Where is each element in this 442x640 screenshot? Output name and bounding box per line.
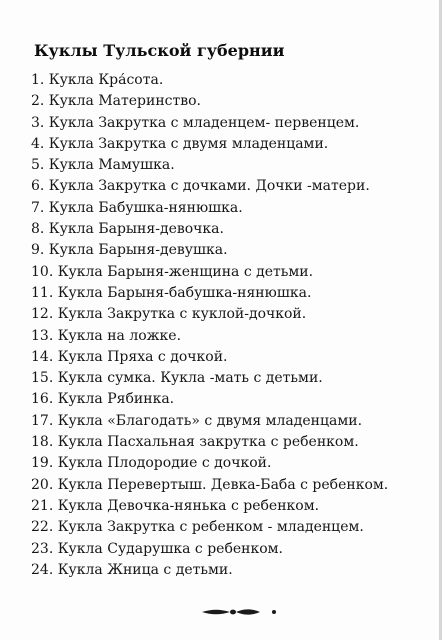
list-item: 2. Кукла Материнство. (31, 93, 202, 110)
list-item: 4. Кукла Закрутка с двумя младенцами. (31, 135, 329, 152)
list-item: 7. Кукла Бабушка-нянюшка. (31, 199, 243, 216)
list-item: 16. Кукла Рябинка. (31, 391, 175, 408)
list-item: 1. Кукла Кра́сота. (31, 72, 164, 88)
list-item: 11. Кукла Барыня-бабушка-нянюшка. (31, 284, 312, 301)
list-item: 24. Кукла Жница с детьми. (31, 561, 233, 578)
list-item: 3. Кукла Закрутка с младенцем- первенцем. (31, 114, 360, 131)
list-item: 9. Кукла Барыня-девушка. (31, 242, 228, 259)
list-item: 6. Кукла Закрутка с дочками. Дочки -матери. (31, 178, 370, 195)
list-item: 14. Кукла Пряха с дочкой. (31, 348, 228, 365)
list-item: 10. Кукла Барыня-женщина с детьми. (31, 263, 314, 280)
decorative-flourish-icon (200, 606, 280, 618)
list-item: 20. Кукла Перевертыш. Девка-Баба с ребенком. (31, 476, 389, 493)
list-item: 22. Кукла Закрутка с ребенком - младенцем. (31, 519, 364, 536)
list-item: 15. Кукла сумка. Кукла -мать с детьми. (31, 370, 323, 387)
list-item: 8. Кукла Барыня-девочка. (31, 221, 224, 238)
list-item: 13. Кукла на ложке. (31, 327, 182, 344)
list-item: 18. Кукла Пасхальная закрутка с ребенком. (31, 434, 359, 451)
list-item: 12. Кукла Закрутка с куклой-дочкой. (31, 306, 307, 323)
list-item: 17. Кукла «Благодать» с двумя младенцами. (31, 412, 363, 429)
page-title: Куклы Тульской губернии (34, 41, 285, 60)
list-item: 5. Кукла Мамушка. (31, 157, 175, 174)
list-item: 19. Кукла Плодородие с дочкой. (31, 455, 272, 472)
list-item: 21. Кукла Девочка-нянька с ребенком. (31, 497, 320, 514)
doll-list (31, 70, 388, 581)
list-item: 23. Кукла Сударушка с ребенком. (31, 540, 284, 557)
